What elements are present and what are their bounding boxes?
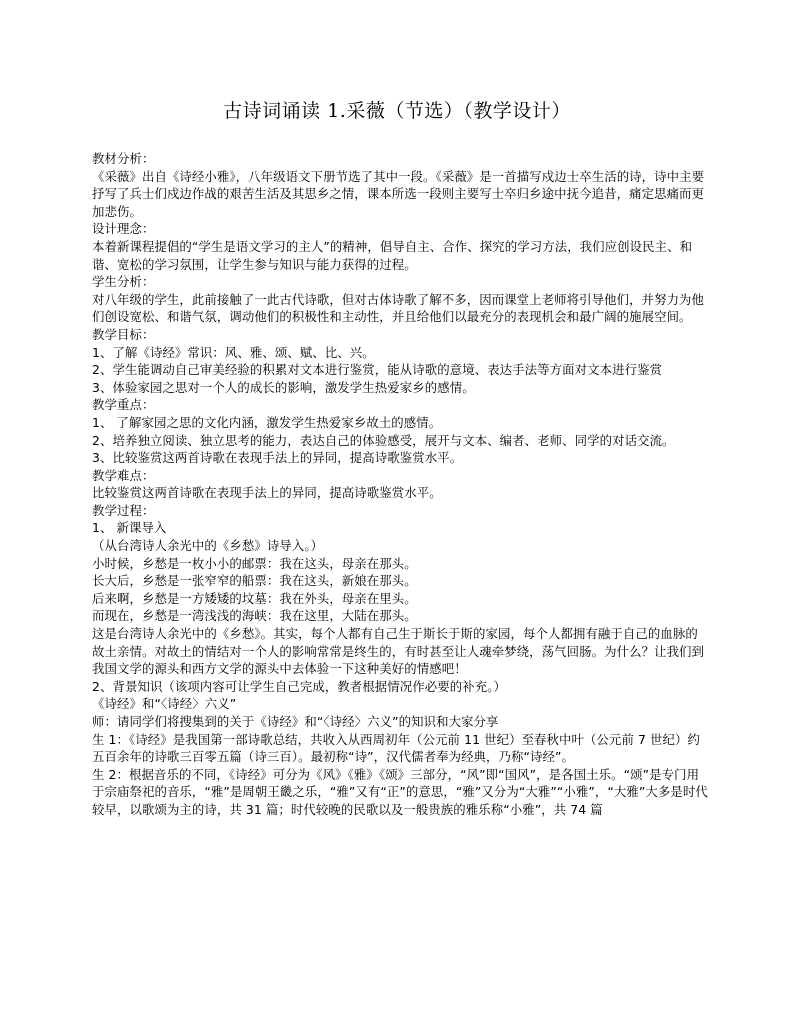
paragraph: 教学过程： (92, 502, 155, 518)
paragraph: 而现在，乡愁是一湾浅浅的海峡：我在这里，大陆在那头。 (92, 608, 417, 624)
paragraph: 教学目标： (92, 326, 155, 342)
paragraph: 后来啊，乡愁是一方矮矮的坟墓：我在外头，母亲在里头。 (92, 590, 417, 606)
paragraph: 1、了解《诗经》常识：风、雅、颂、赋、比、兴。 (92, 344, 375, 360)
paragraph: 长大后，乡愁是一张窄窄的船票：我在这头，新娘在那头。 (92, 573, 417, 589)
paragraph: 2、培养独立阅读、独立思考的能力，表达自己的体验感受，展开与文本、编者、老师、同学的对话交流。 (92, 432, 675, 448)
document-title: 古诗词诵读 1.采薇（节选）（教学设计） (223, 100, 571, 122)
paragraph: 比较鉴赏这两首诗歌在表现手法上的异同，提高诗歌鉴赏水平。 (92, 485, 442, 501)
paragraph: 师：请同学们将搜集到的关于《诗经》和“〈诗经〉六义”的知识和大家分享 (92, 714, 499, 729)
paragraph: 3、体验家园之思对一个人的成长的影响，激发学生热爱家乡的感情。 (92, 379, 475, 395)
paragraph: 2、背景知识（该项内容可让学生自己完成，教者根据情况作必要的补充。） (92, 678, 506, 694)
paragraph: （从台湾诗人余光中的《乡愁》诗导入。） (92, 538, 324, 554)
paragraph: 1、 了解家园之思的文化内涵，激发学生热爱家乡故土的感情。 (92, 414, 442, 430)
paragraph: 生 2：根据音乐的不同，《诗经》可分为《风》《雅》《颂》三部分，“风”即“国风”，是各国土乐。“颂”是专门用于宗庙祭祀的音乐，“雅”是周朝王畿之乐，“雅”又有“正”的意思，“雅”又分为“大雅”“小雅”，“大雅”大多是时代较早，以歌颂为主的诗，共 31 篇；时代较晚的民歌以及一般贵族的雅乐称“小雅”，共 74 篇 (92, 766, 708, 817)
document-body (92, 150, 710, 819)
paragraph: 《采薇》出自《诗经小雅》，八年级语文下册节选了其中一段。《采薇》是一首描写戍边士卒生活的诗，诗中主要抒写了兵士们戍边作战的艰苦生活及其思乡之情，课本所选一段则主要写士卒归乡途中抚今追昔，痛定思痛而更加悲伤。 (92, 168, 705, 219)
paragraph: 1、 新课导入 (92, 520, 167, 536)
paragraph: 本着新课程提倡的“学生是语文学习的主人”的精神，倡导自主、合作、探究的学习方法，我们应创设民主、和谐、宽松的学习氛围，让学生参与知识与能力获得的过程。 (92, 238, 693, 272)
paragraph: 教材分析： (92, 151, 155, 166)
paragraph: 生 1：《诗经》是我国第一部诗歌总结，共收入从西周初年（公元前 11 世纪）至春秋中叶（公元前 7 世纪）约五百余年的诗歌三百零五篇（诗三百）。最初称“诗”，汉代儒者奉为经典，乃称“诗经”。 (92, 731, 701, 765)
paragraph: 对八年级的学生，此前接触了一此古代诗歌，但对古体诗歌了解不多，因而课堂上老师将引导他们，并努力为他们创设宽松、和谐气氛，调动他们的积极性和主动性，并且给他们以最充分的表现机会和最广阔的施展空间。 (92, 291, 705, 325)
paragraph: 这是台湾诗人余光中的《乡愁》。其实，每个人都有自己生于斯长于斯的家园，每个人都拥有融于自己的血脉的故土亲情。对故土的情结对一个人的影响常常是终生的，有时甚至让人魂牵梦绕，荡气回肠。为什么？让我们到我国文学的源头和西方文学的源头中去体验一下这种美好的情感吧！ (92, 626, 705, 677)
paragraph: 学生分析： (92, 274, 155, 290)
paragraph: 小时候，乡愁是一枚小小的邮票：我在这头，母亲在那头。 (92, 555, 417, 571)
paragraph: 3、比较鉴赏这两首诗歌在表现手法上的异同，提高诗歌鉴赏水平。 (92, 450, 463, 466)
paragraph: 教学重点： (92, 397, 155, 413)
paragraph: 设计理念： (92, 221, 155, 237)
paragraph: 《诗经》和“〈诗经〉六义” (92, 696, 237, 712)
paragraph: 2、学生能调动自己审美经验的积累对文本进行鉴赏，能从诗歌的意境、表达手法等方面对文本进行鉴赏 (92, 362, 663, 378)
paragraph: 教学难点： (92, 467, 155, 483)
